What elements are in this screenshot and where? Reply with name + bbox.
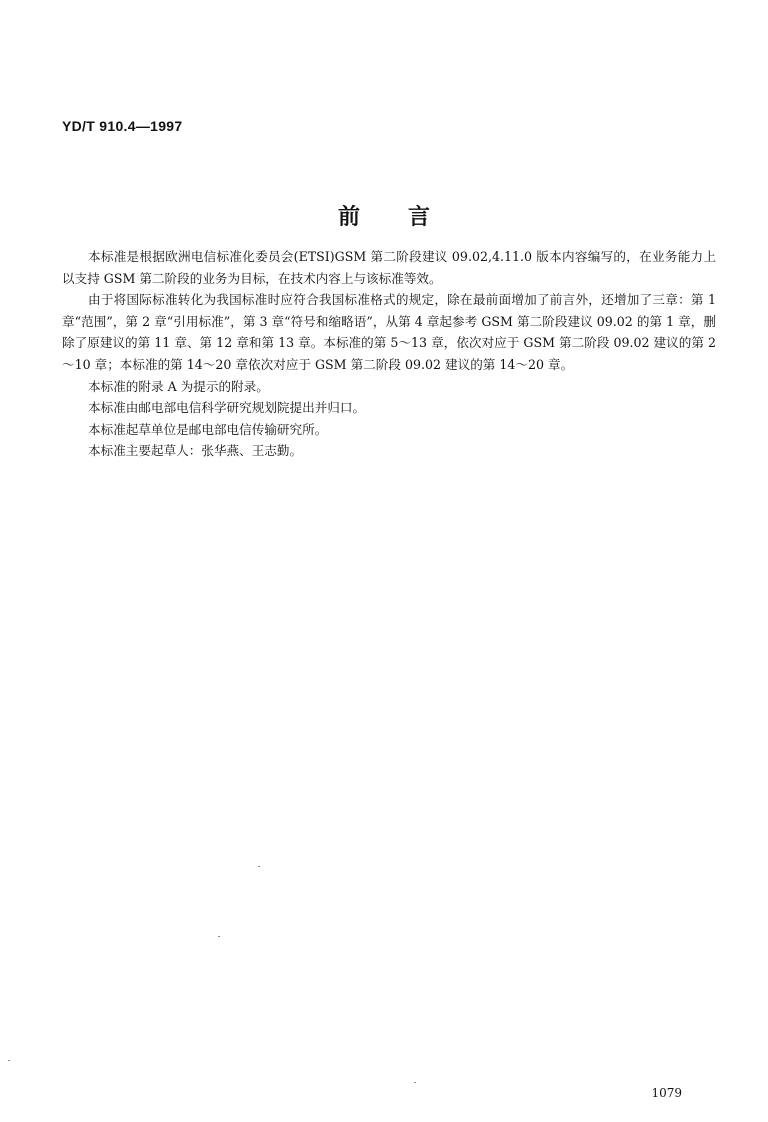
page-title bbox=[0, 200, 768, 231]
paragraph-structure: 由于将国际标准转化为我国标准时应符合我国标准格式的规定，除在最前面增加了前言外，还增加了三章：第 1 章“范围”，第 2 章“引用标准”，第 3 章“符号和缩略语”，从第 4 章起参考 GSM 第二阶段建议 09.02 的第 1 章，删除了原建议的第 11 章、第 12 章和第 13 章。本标准的第 5～13 章，依次对应于 GSM 第二阶段 09.02 建议的第 2～10 章；本标准的第 14～20 章依次对应于 GSM 第二阶段 09.02 建议的第 14～20 章。 bbox=[62, 292, 716, 372]
title-char-2: 言 bbox=[408, 205, 431, 230]
scan-speck bbox=[258, 866, 260, 867]
scan-speck bbox=[414, 1082, 416, 1083]
document-code-header: YD/T 910.4—1997 bbox=[62, 118, 183, 134]
paragraph-drafters: 本标准主要起草人：张华燕、王志勤。 bbox=[88, 443, 303, 459]
paragraph-proposer: 本标准由邮电部电信科学研究规划院提出并归口。 bbox=[88, 400, 366, 416]
paragraph-basis: 本标准是根据欧洲电信标准化委员会(ETSI)GSM 第二阶段建议 09.02,4.11.0 版本内容编写的，在业务能力上以支持 GSM 第二阶段的业务为目标，在技术内容上与该标准等效。 bbox=[62, 249, 716, 286]
scan-speck bbox=[8, 1060, 10, 1061]
title-char-1: 前 bbox=[337, 205, 360, 230]
scan-speck bbox=[218, 936, 220, 937]
page-number: 1079 bbox=[651, 1086, 682, 1100]
foreword-body bbox=[62, 246, 716, 462]
paragraph-appendix: 本标准的附录 A 为提示的附录。 bbox=[88, 378, 269, 394]
paragraph-drafting-unit: 本标准起草单位是邮电部电信传输研究所。 bbox=[88, 421, 328, 437]
